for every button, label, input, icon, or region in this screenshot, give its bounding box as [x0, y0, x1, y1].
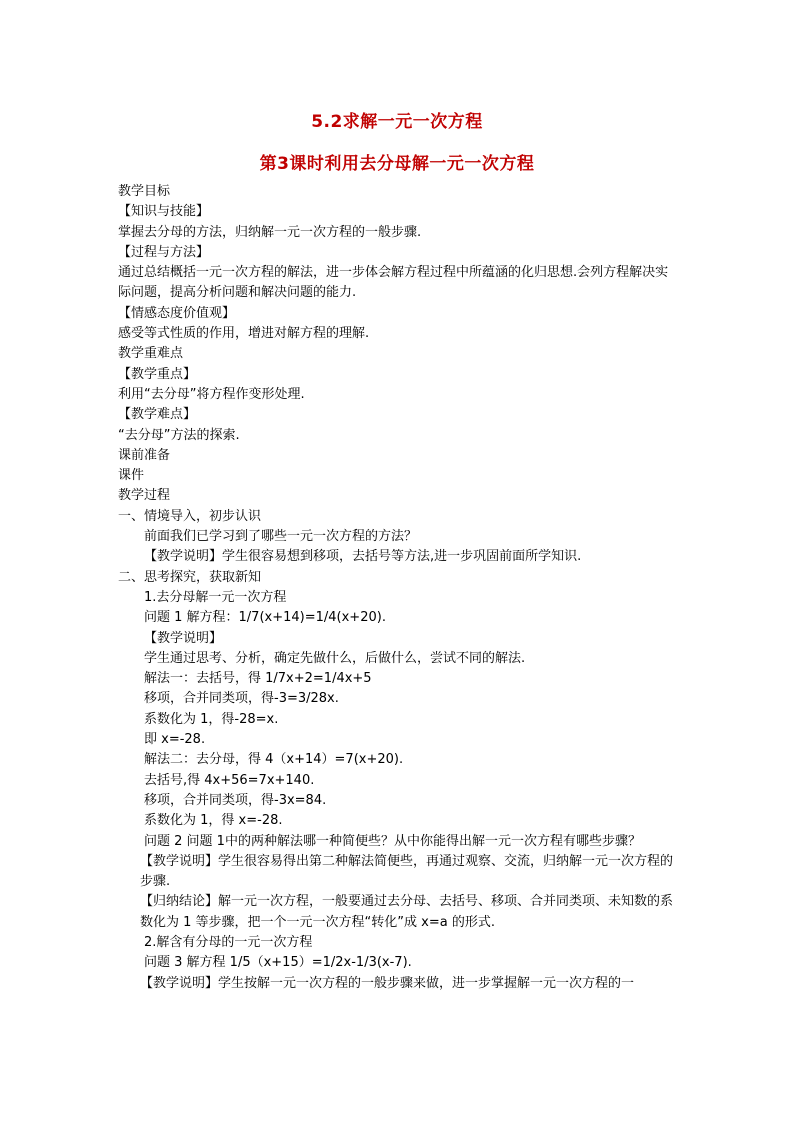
text-line: 1.去分母解一元一次方程	[144, 589, 287, 605]
text-line: 问题 3 解方程 1/5（x+15）=1/2x-1/3(x-7).	[144, 955, 412, 971]
text-line: 感受等式性质的作用，增进对解方程的理解.	[118, 326, 370, 342]
text-line: 解法二：去分母，得 4（x+14）=7(x+20).	[144, 752, 404, 768]
text-line: 教学目标	[118, 184, 171, 199]
text-line: 课前准备	[118, 447, 171, 463]
text-line: 问题 2 问题 1中的两种解法哪一种简便些？从中你能得出解一元一次方程有哪些步骤？	[144, 833, 641, 849]
text-line: 【教学难点】	[118, 407, 197, 423]
text-line: 移项，合并同类项，得-3x=84.	[144, 792, 327, 808]
text-line: 教学过程	[118, 488, 171, 504]
text-line: 课件	[118, 468, 145, 484]
section-heading: 二、思考探究，获取新知	[118, 569, 262, 585]
text-paragraph: 通过总结概括一元一次方程的解法，进一步体会解方程过程中所蕴涵的化归思想.会列方程解决实际问题，提高分析问题和解决问题的能力.	[118, 265, 669, 301]
text-line: 【知识与技能】	[118, 204, 210, 220]
text-line: 【教学说明】学生按解一元一次方程的一般步骤来做，进一步掌握解一元一次方程的一	[140, 975, 635, 991]
lesson-title: 5.2求解一元一次方程	[311, 112, 483, 132]
text-line: 【过程与方法】	[118, 244, 210, 260]
text-line: 前面我们已学习到了哪些一元一次方程的方法？	[144, 529, 418, 545]
text-line: 移项，合并同类项，得-3=3/28x.	[144, 691, 339, 707]
document-body	[118, 182, 678, 994]
text-line: 【教学说明】	[144, 630, 223, 646]
text-line: 问题 1 解方程：1/7(x+14)=1/4(x+20).	[144, 610, 386, 626]
text-line: 【情感态度价值观】	[118, 305, 236, 321]
text-line: 2.解含有分母的一元一次方程	[144, 934, 313, 950]
text-line: 利用“去分母”将方程作变形处理.	[118, 386, 305, 402]
text-line: 掌握去分母的方法，归纳解一元一次方程的一般步骤.	[118, 224, 422, 240]
text-line: 即 x=-28.	[144, 732, 206, 748]
text-line: 【教学说明】学生很容易想到移项，去括号等方法,进一步巩固前面所学知识.	[144, 549, 582, 565]
text-line: 教学重难点	[118, 346, 184, 362]
text-line: 系数化为 1，得-28=x.	[144, 711, 279, 727]
text-paragraph: 【归纳结论】解一元一次方程，一般要通过去分母、去括号、移项、合并同类项、未知数的系数化为 1 等步骤，把一个一元一次方程“转化”成 x=a 的形式.	[140, 894, 674, 930]
text-line: 【教学重点】	[118, 366, 197, 382]
text-paragraph: 【教学说明】学生很容易得出第二种解法简便些，再通过观察、交流，归纳解一元一次方程的步骤.	[140, 853, 674, 890]
text-line: 系数化为 1，得 x=-28.	[144, 813, 283, 829]
text-line: “去分母”方法的探索.	[118, 427, 240, 443]
text-line: 去括号,得 4x+56=7x+140.	[144, 772, 315, 788]
text-line: 学生通过思考、分析，确定先做什么，后做什么，尝试不同的解法.	[144, 650, 526, 666]
section-heading: 一、情境导入，初步认识	[118, 508, 262, 524]
lesson-subtitle: 第3课时利用去分母解一元一次方程	[259, 154, 535, 174]
text-line: 解法一：去括号，得 1/7x+2=1/4x+5	[144, 671, 372, 687]
